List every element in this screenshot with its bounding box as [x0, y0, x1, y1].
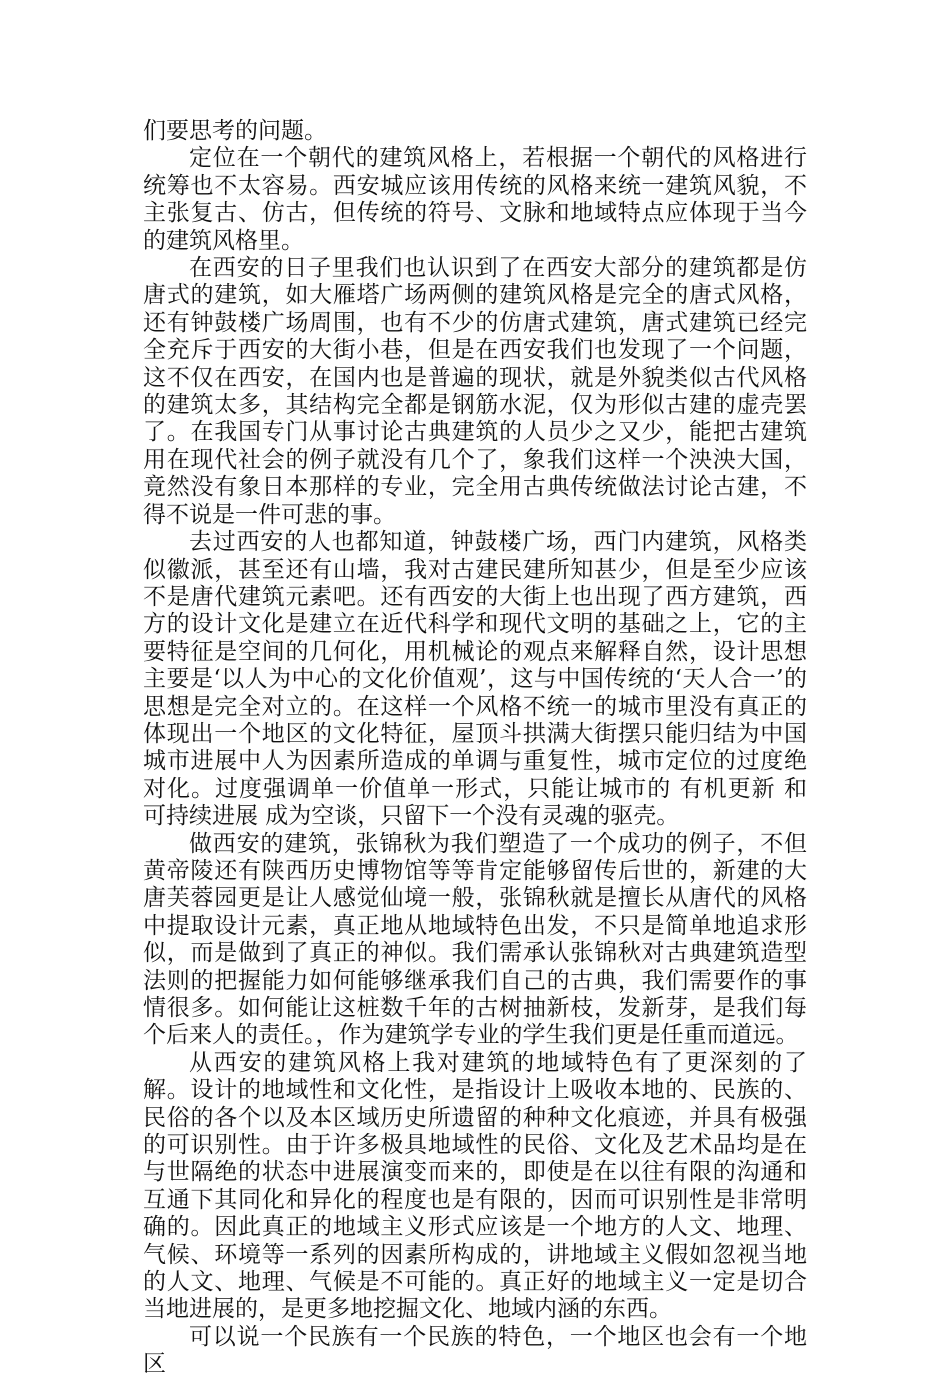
paragraph-1: 们要思考的问题。	[143, 118, 327, 144]
paragraph-6: 从西安的建筑风格上我对建筑的地域特色有了更深刻的了解。设计的地域性和文化性，是指设计上吸收本地的、民族的、民俗的各个以及本区域历史所遗留的种种文化痕迹，并具有极强的可识别性。由于许多极具地域性的民俗、文化及艺术品均是在与世隔绝的状态中进展演变而来的，即使是在以往有限的沟通和互通下其同化和异化的程度也是有限的，因而可识别性是非常明确的。因此真正的地域主义形式应该是一个地方的人文、地理、气候、环境等一系列的因素所构成的，讲地域主义假如忽视当地的人文、地理、气候是不可能的。真正好的地域主义一定是切合当地进展的，是更多地挖掘文化、地域内涵的东西。	[143, 1049, 807, 1323]
paragraph-3: 在西安的日子里我们也认识到了在西安大部分的建筑都是仿唐式的建筑，如大雁塔广场两侧的建筑风格是完全的唐式风格，还有钟鼓楼广场周围，也有不少的仿唐式建筑，唐式建筑已经完全充斥于西安的大街小巷，但是在西安我们也发现了一个问题，这不仅在西安，在国内也是普遍的现状，就是外貌类似古代风格的建筑太多，其结构完全都是钢筋水泥，仅为形似古建的虚壳罢了。在我国专门从事讨论古典建筑的人员少之又少，能把古建筑用在现代社会的例子就没有几个了，象我们这样一个泱泱大国，竟然没有象日本那样的专业，完全用古典传统做法讨论古建，不得不说是一件可悲的事。	[143, 255, 807, 528]
paragraph-7: 可以说一个民族有一个民族的特色，一个地区也会有一个地区	[143, 1323, 807, 1378]
paragraph-4: 去过西安的人也都知道，钟鼓楼广场，西门内建筑，风格类似徽派，甚至还有山墙，我对古建民建所知甚少，但是至少应该不是唐代建筑元素吧。还有西安的大街上也出现了西方建筑，西方的设计文化是建立在近代科学和现代文明的基础之上，它的主要特征是空间的几何化，用机械论的观点来解释自然，设计思想主要是‘以人为中心的文化价值观’，这与中国传统的‘天人合一’的思想是完全对立的。在这样一个风格不统一的城市里没有真正的体现出一个地区的文化特征，屋顶斗拱满大街摆只能归结为中国城市进展中人为因素所造成的单调与重复性，城市定位的过度绝对化。过度强调单一价值单一形式，只能让城市的 有机更新 和 可持续进展 成为空谈，只留下一个没有灵魂的驱壳。	[143, 529, 807, 830]
paragraph-5: 做西安的建筑，张锦秋为我们塑造了一个成功的例子，不但黄帝陵还有陕西历史博物馆等等肯定能够留传后世的，新建的大唐芙蓉园更是让人感觉仙境一般，张锦秋就是擅长从唐代的风格中提取设计元素，真正地从地域特色出发，不只是简单地追求形似，而是做到了真正的神似。我们需承认张锦秋对古典建筑造型法则的把握能力如何能够继承我们自己的古典，我们需要作的事情很多。如何能让这桩数千年的古树抽新枝，发新芽，是我们每个后来人的责任。，作为建筑学专业的学生我们更是任重而道远。	[143, 830, 807, 1049]
paragraph-2: 定位在一个朝代的建筑风格上，若根据一个朝代的风格进行统筹也不太容易。西安城应该用传统的风格来统一建筑风貌，不主张复古、仿古，但传统的符号、文脉和地域特点应体现于当今的建筑风格里。	[143, 145, 807, 254]
document-body	[143, 118, 807, 1379]
